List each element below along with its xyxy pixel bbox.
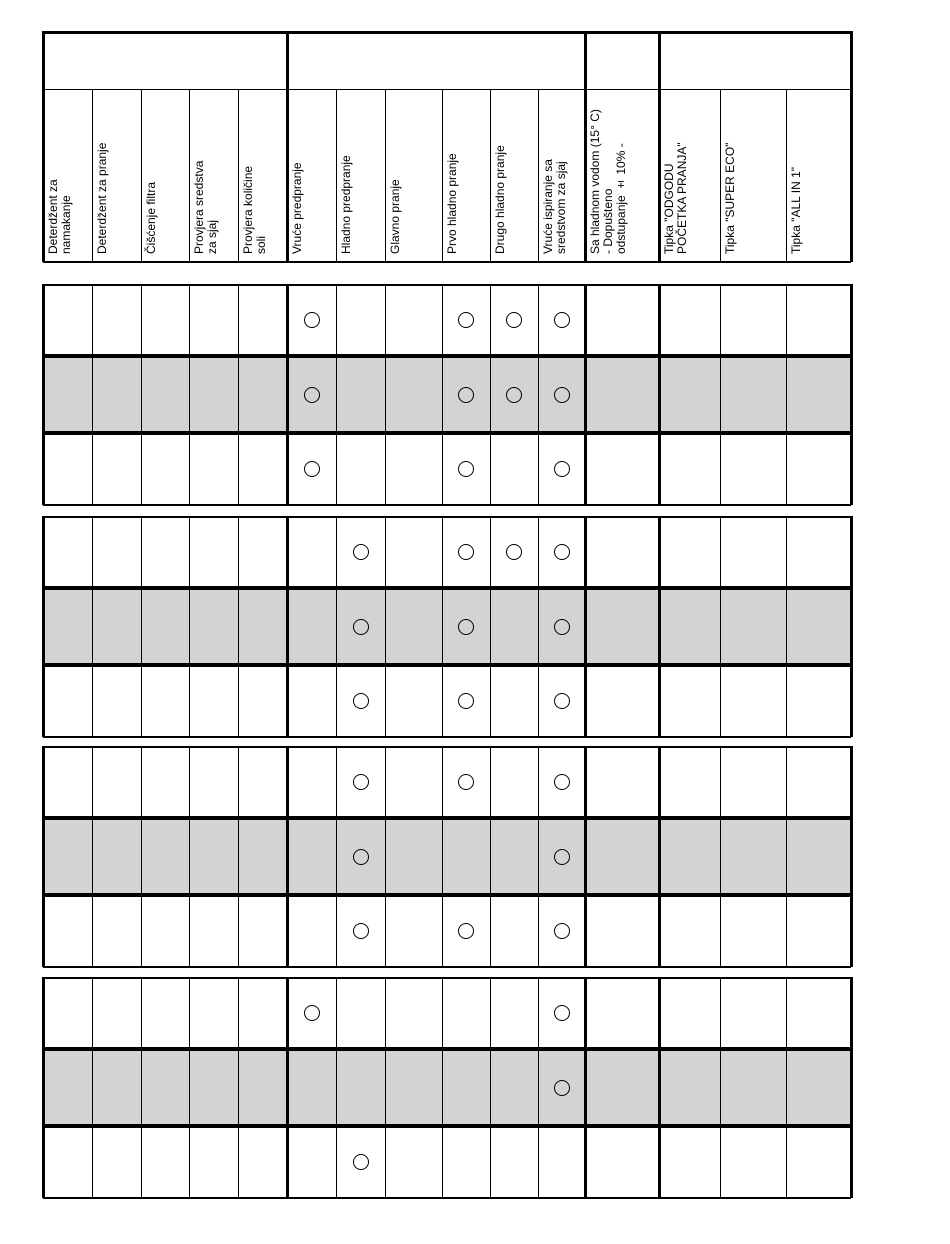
column-line bbox=[658, 977, 661, 1198]
circle-mark-icon bbox=[353, 693, 369, 709]
column-line bbox=[850, 516, 853, 737]
circle-mark-icon bbox=[458, 923, 474, 939]
column-line bbox=[286, 746, 289, 967]
circle-mark-icon bbox=[554, 923, 570, 939]
column-line bbox=[584, 516, 587, 737]
header-column-line bbox=[92, 89, 93, 262]
row-border bbox=[43, 586, 851, 590]
column-line bbox=[538, 284, 539, 505]
circle-mark-icon bbox=[554, 387, 570, 403]
header-column-line bbox=[720, 89, 721, 262]
column-line bbox=[720, 746, 721, 967]
header-column-line bbox=[442, 89, 443, 262]
header-divider bbox=[43, 89, 851, 90]
column-line bbox=[385, 977, 386, 1198]
circle-mark-icon bbox=[304, 461, 320, 477]
shaded-row-background bbox=[43, 356, 851, 433]
column-line bbox=[490, 284, 491, 505]
circle-mark-icon bbox=[506, 312, 522, 328]
row-border bbox=[43, 816, 851, 820]
column-line bbox=[238, 977, 239, 1198]
column-header-c1: Deterdžent za namakanje bbox=[46, 179, 73, 254]
header-column-line bbox=[141, 89, 142, 262]
circle-mark-icon bbox=[353, 544, 369, 560]
row-border bbox=[43, 736, 851, 738]
column-header-c13: Tipka "ODGODU POČETKA PRANJA" bbox=[662, 142, 689, 254]
column-header-c14: Tipka "SUPER ECO" bbox=[723, 142, 737, 254]
column-line bbox=[92, 977, 93, 1198]
column-line bbox=[385, 746, 386, 967]
column-line bbox=[189, 977, 190, 1198]
column-line bbox=[850, 284, 853, 505]
column-line bbox=[658, 746, 661, 967]
group-top-border bbox=[43, 516, 851, 518]
column-line bbox=[584, 746, 587, 967]
circle-mark-icon bbox=[554, 693, 570, 709]
circle-mark-icon bbox=[506, 544, 522, 560]
circle-mark-icon bbox=[353, 619, 369, 635]
column-header-c8: Glavno pranje bbox=[388, 179, 402, 254]
row-border bbox=[43, 663, 851, 667]
column-line bbox=[286, 977, 289, 1198]
shaded-row-background bbox=[43, 818, 851, 895]
circle-mark-icon bbox=[554, 461, 570, 477]
header-column-line bbox=[584, 31, 587, 262]
column-line bbox=[92, 746, 93, 967]
circle-mark-icon bbox=[554, 774, 570, 790]
column-line bbox=[442, 977, 443, 1198]
header-column-line bbox=[658, 31, 661, 262]
circle-mark-icon bbox=[458, 387, 474, 403]
header-column-line bbox=[189, 89, 190, 262]
column-line bbox=[42, 746, 45, 967]
column-line bbox=[538, 977, 539, 1198]
column-line bbox=[786, 516, 787, 737]
column-line bbox=[92, 284, 93, 505]
column-header-c3: Čišćenje filtra bbox=[144, 181, 158, 254]
column-line bbox=[658, 516, 661, 737]
column-header-c12: Sa hladnom vodom (15° C) - Dopušteno odstupanje ± 10% - bbox=[588, 109, 628, 254]
circle-mark-icon bbox=[458, 312, 474, 328]
circle-mark-icon bbox=[554, 1080, 570, 1096]
shaded-row-background bbox=[43, 588, 851, 665]
column-line bbox=[238, 746, 239, 967]
row-border bbox=[43, 1047, 851, 1051]
column-line bbox=[442, 516, 443, 737]
column-line bbox=[141, 746, 142, 967]
column-line bbox=[538, 746, 539, 967]
circle-mark-icon bbox=[554, 312, 570, 328]
group-top-border bbox=[43, 746, 851, 748]
column-line bbox=[720, 284, 721, 505]
column-line bbox=[42, 284, 45, 505]
circle-mark-icon bbox=[353, 1154, 369, 1170]
column-line bbox=[538, 516, 539, 737]
circle-mark-icon bbox=[458, 774, 474, 790]
column-header-c10: Drugo hladno pranje bbox=[493, 145, 507, 254]
column-line bbox=[850, 977, 853, 1198]
column-line bbox=[238, 284, 239, 505]
header-column-line bbox=[538, 89, 539, 262]
column-line bbox=[336, 516, 337, 737]
circle-mark-icon bbox=[304, 312, 320, 328]
column-line bbox=[385, 516, 386, 737]
column-header-c4: Provjera sredstva za sjaj bbox=[192, 160, 219, 254]
column-line bbox=[490, 977, 491, 1198]
header-bottom-border bbox=[43, 261, 851, 263]
circle-mark-icon bbox=[554, 1005, 570, 1021]
column-line bbox=[336, 284, 337, 505]
row-border bbox=[43, 1197, 851, 1199]
circle-mark-icon bbox=[353, 923, 369, 939]
header-column-line bbox=[286, 31, 289, 262]
header-column-line bbox=[336, 89, 337, 262]
column-line bbox=[490, 516, 491, 737]
header-column-line bbox=[786, 89, 787, 262]
column-line bbox=[786, 746, 787, 967]
header-column-line bbox=[42, 31, 45, 262]
column-line bbox=[850, 746, 853, 967]
circle-mark-icon bbox=[458, 544, 474, 560]
column-line bbox=[442, 284, 443, 505]
column-header-c7: Hladno predpranje bbox=[339, 155, 353, 254]
circle-mark-icon bbox=[458, 461, 474, 477]
header-top-border bbox=[43, 31, 851, 34]
column-line bbox=[92, 516, 93, 737]
row-border bbox=[43, 893, 851, 897]
column-line bbox=[385, 284, 386, 505]
column-line bbox=[42, 516, 45, 737]
row-border bbox=[43, 1124, 851, 1128]
column-line bbox=[141, 516, 142, 737]
column-header-c2: Deterdžent za pranje bbox=[95, 142, 109, 254]
column-line bbox=[720, 516, 721, 737]
column-line bbox=[189, 746, 190, 967]
row-border bbox=[43, 966, 851, 968]
column-line bbox=[189, 516, 190, 737]
column-line bbox=[286, 284, 289, 505]
column-header-c5: Provjera količine soli bbox=[241, 165, 268, 254]
row-border bbox=[43, 354, 851, 358]
circle-mark-icon bbox=[554, 619, 570, 635]
column-header-c11: Vruće ispiranje sa sredstvom za sjaj bbox=[541, 159, 568, 254]
group-top-border bbox=[43, 284, 851, 286]
circle-mark-icon bbox=[304, 1005, 320, 1021]
column-line bbox=[238, 516, 239, 737]
column-line bbox=[189, 284, 190, 505]
column-line bbox=[141, 284, 142, 505]
row-border bbox=[43, 504, 851, 506]
column-header-c9: Prvo hladno pranje bbox=[445, 153, 459, 254]
shaded-row-background bbox=[43, 1049, 851, 1126]
column-line bbox=[720, 977, 721, 1198]
circle-mark-icon bbox=[554, 849, 570, 865]
header-column-line bbox=[238, 89, 239, 262]
header-column-line bbox=[490, 89, 491, 262]
column-line bbox=[658, 284, 661, 505]
column-line bbox=[584, 284, 587, 505]
column-line bbox=[786, 284, 787, 505]
circle-mark-icon bbox=[458, 693, 474, 709]
column-line bbox=[584, 977, 587, 1198]
column-line bbox=[490, 746, 491, 967]
column-line bbox=[786, 977, 787, 1198]
header-column-line bbox=[850, 31, 853, 262]
circle-mark-icon bbox=[353, 849, 369, 865]
column-line bbox=[336, 746, 337, 967]
column-line bbox=[286, 516, 289, 737]
column-line bbox=[336, 977, 337, 1198]
circle-mark-icon bbox=[458, 619, 474, 635]
column-line bbox=[42, 977, 45, 1198]
column-line bbox=[141, 977, 142, 1198]
row-border bbox=[43, 431, 851, 435]
header-column-line bbox=[385, 89, 386, 262]
circle-mark-icon bbox=[554, 544, 570, 560]
circle-mark-icon bbox=[304, 387, 320, 403]
circle-mark-icon bbox=[506, 387, 522, 403]
circle-mark-icon bbox=[353, 774, 369, 790]
column-line bbox=[442, 746, 443, 967]
group-top-border bbox=[43, 977, 851, 979]
column-header-c15: Tipka "ALL IN 1" bbox=[789, 167, 803, 254]
column-header-c6: Vruće predpranje bbox=[290, 162, 304, 254]
